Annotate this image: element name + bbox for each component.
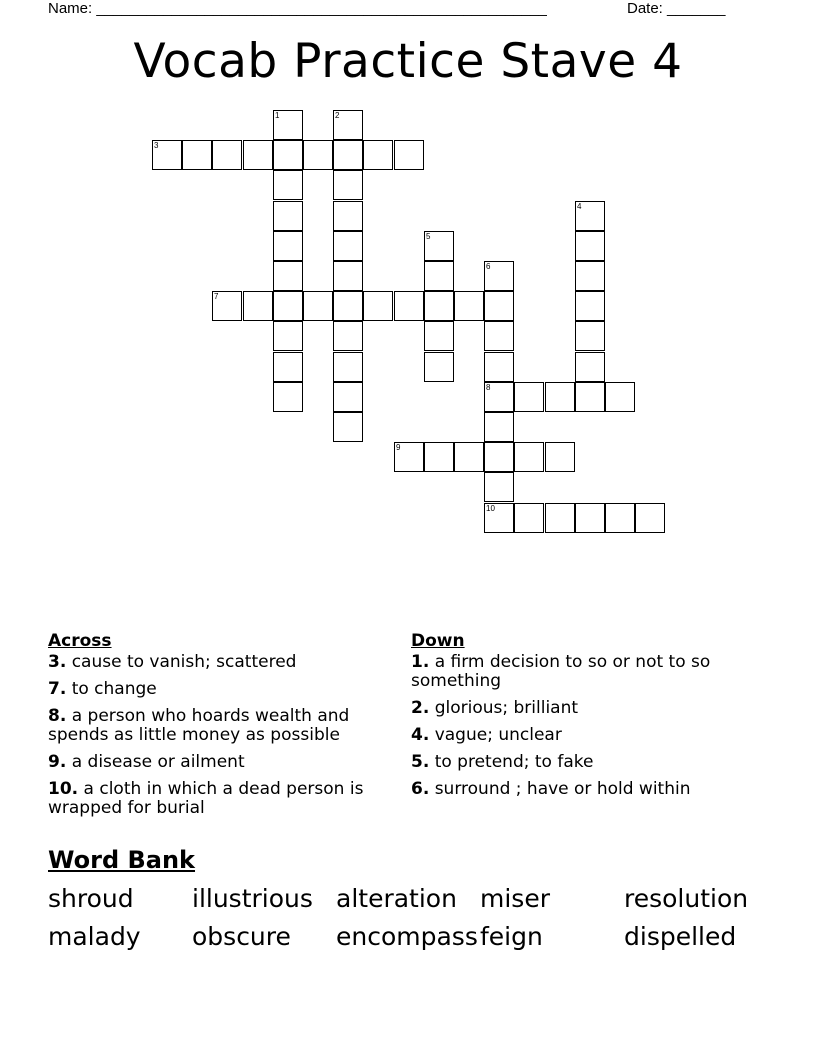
word-bank-item: malady [48, 922, 141, 951]
crossword-cell[interactable] [575, 201, 605, 231]
crossword-cell[interactable] [454, 291, 484, 321]
crossword-cell[interactable] [333, 201, 363, 231]
cell-number: 4 [577, 202, 582, 211]
crossword-cell[interactable] [575, 382, 605, 412]
across-clue [48, 653, 388, 672]
crossword-cell[interactable] [424, 291, 454, 321]
crossword-cell[interactable] [273, 291, 303, 321]
cell-number: 1 [275, 111, 280, 120]
crossword-cell[interactable] [484, 261, 514, 291]
crossword-cell[interactable] [424, 321, 454, 351]
down-clue [411, 780, 761, 799]
clue-text: a cloth in which a dead person is wrapped for burial [48, 779, 364, 818]
cell-number: 10 [486, 504, 495, 513]
crossword-cell[interactable] [273, 352, 303, 382]
crossword-cell[interactable] [575, 352, 605, 382]
cell-number: 7 [214, 292, 219, 301]
clue-text: a disease or ailment [71, 752, 245, 772]
crossword-cell[interactable] [424, 352, 454, 382]
word-bank-item: shroud [48, 884, 134, 913]
crossword-cell[interactable] [152, 140, 182, 170]
crossword-cell[interactable] [333, 170, 363, 200]
clue-number: 5. [411, 752, 430, 772]
crossword-cell[interactable] [424, 231, 454, 261]
crossword-cell[interactable] [545, 503, 575, 533]
name-field[interactable]: Name: ______________________________________________________ [48, 0, 547, 17]
crossword-cell[interactable] [273, 321, 303, 351]
crossword-cell[interactable] [605, 503, 635, 533]
clue-number: 9. [48, 752, 67, 772]
crossword-cell[interactable] [424, 442, 454, 472]
word-bank-item: obscure [192, 922, 291, 951]
cell-number: 2 [335, 111, 340, 120]
down-clue [411, 653, 761, 691]
clue-number: 8. [48, 706, 67, 726]
crossword-cell[interactable] [243, 140, 273, 170]
crossword-cell[interactable] [303, 291, 333, 321]
crossword-cell[interactable] [484, 503, 514, 533]
crossword-cell[interactable] [333, 231, 363, 261]
across-clue [48, 680, 388, 699]
crossword-cell[interactable] [212, 291, 242, 321]
across-heading: Across [48, 631, 112, 651]
down-clue [411, 726, 761, 745]
crossword-cell[interactable] [333, 291, 363, 321]
crossword-cell[interactable] [333, 321, 363, 351]
crossword-cell[interactable] [575, 321, 605, 351]
word-bank-item: feign [480, 922, 543, 951]
crossword-cell[interactable] [273, 110, 303, 140]
crossword-cell[interactable] [484, 291, 514, 321]
cell-number: 5 [426, 232, 431, 241]
crossword-cell[interactable] [394, 291, 424, 321]
crossword-cell[interactable] [333, 382, 363, 412]
across-clue [48, 780, 388, 818]
crossword-cell[interactable] [575, 503, 605, 533]
word-bank-title: Word Bank [48, 846, 196, 874]
clue-text: to change [71, 679, 157, 699]
crossword-cell[interactable] [484, 321, 514, 351]
cell-number: 6 [486, 262, 491, 271]
crossword-cell[interactable] [484, 412, 514, 442]
page-title: Vocab Practice Stave 4 [133, 34, 683, 89]
crossword-cell[interactable] [303, 140, 333, 170]
clue-text: to pretend; to fake [434, 752, 594, 772]
crossword-cell[interactable] [484, 472, 514, 502]
across-clues [48, 631, 388, 826]
clue-text: vague; unclear [434, 725, 562, 745]
word-bank-item: illustrious [192, 884, 313, 913]
clue-number: 7. [48, 679, 67, 699]
clue-text: a firm decision to so or not to so something [411, 652, 711, 691]
clue-number: 6. [411, 779, 430, 799]
across-clue [48, 707, 388, 745]
crossword-cell[interactable] [182, 140, 212, 170]
crossword-cell[interactable] [484, 352, 514, 382]
crossword-cell[interactable] [424, 261, 454, 291]
crossword-cell[interactable] [454, 442, 484, 472]
word-bank-item: alteration [336, 884, 457, 913]
clue-number: 10. [48, 779, 79, 799]
across-clue [48, 753, 388, 772]
crossword-cell[interactable] [394, 442, 424, 472]
clue-text: a person who hoards wealth and spends as little money as possible [48, 706, 350, 745]
crossword-cell[interactable] [394, 140, 424, 170]
crossword-cell[interactable] [575, 291, 605, 321]
crossword-cell[interactable] [575, 231, 605, 261]
clue-number: 1. [411, 652, 430, 672]
crossword-cell[interactable] [273, 170, 303, 200]
crossword-cell[interactable] [605, 382, 635, 412]
down-heading: Down [411, 631, 465, 651]
crossword-cell[interactable] [514, 382, 544, 412]
crossword-cell[interactable] [333, 261, 363, 291]
word-bank-item: resolution [624, 884, 749, 913]
down-clue [411, 753, 761, 772]
crossword-cell[interactable] [243, 291, 273, 321]
crossword-cell[interactable] [635, 503, 665, 533]
crossword-cell[interactable] [333, 412, 363, 442]
crossword-cell[interactable] [273, 382, 303, 412]
down-clue [411, 699, 761, 718]
clue-text: surround ; have or hold within [434, 779, 691, 799]
crossword-cell[interactable] [333, 352, 363, 382]
crossword-cell[interactable] [363, 140, 393, 170]
word-bank-item: encompass [336, 922, 478, 951]
crossword-cell[interactable] [545, 382, 575, 412]
crossword-cell[interactable] [484, 442, 514, 472]
crossword-cell[interactable] [273, 261, 303, 291]
cell-number: 8 [486, 383, 491, 392]
down-clues [411, 631, 761, 807]
crossword-cell[interactable] [273, 140, 303, 170]
crossword-cell[interactable] [545, 442, 575, 472]
crossword-cell[interactable] [273, 201, 303, 231]
crossword-cell[interactable] [484, 382, 514, 412]
cell-number: 9 [396, 443, 401, 452]
crossword-cell[interactable] [333, 140, 363, 170]
clue-text: cause to vanish; scattered [71, 652, 297, 672]
crossword-cell[interactable] [363, 291, 393, 321]
crossword-cell[interactable] [575, 261, 605, 291]
clue-text: glorious; brilliant [434, 698, 579, 718]
cell-number: 3 [154, 141, 159, 150]
date-field[interactable]: Date: _______ [627, 0, 726, 17]
crossword-cell[interactable] [212, 140, 242, 170]
crossword-cell[interactable] [514, 442, 544, 472]
crossword-cell[interactable] [273, 231, 303, 261]
word-bank-item: dispelled [624, 922, 737, 951]
crossword-cell[interactable] [333, 110, 363, 140]
clue-number: 4. [411, 725, 430, 745]
word-bank-item: miser [480, 884, 550, 913]
clue-number: 3. [48, 652, 67, 672]
crossword-cell[interactable] [514, 503, 544, 533]
clue-number: 2. [411, 698, 430, 718]
